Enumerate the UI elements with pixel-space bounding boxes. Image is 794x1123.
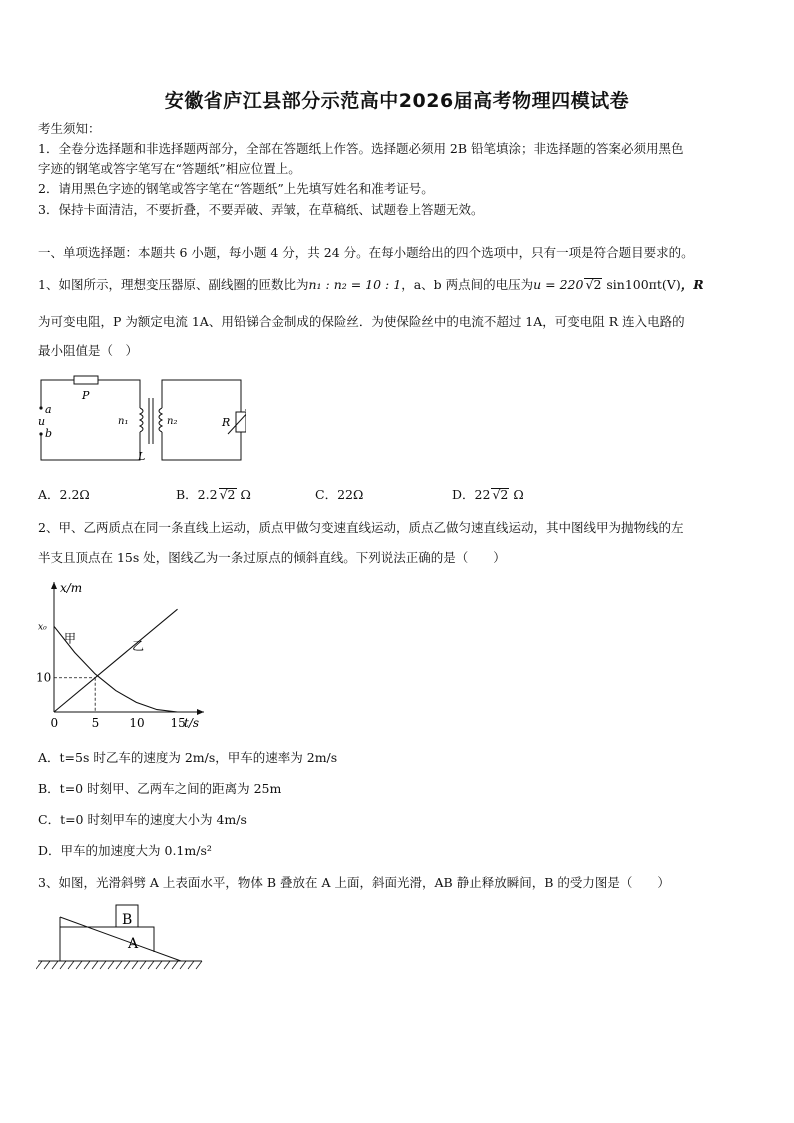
x-axis-arrow	[197, 709, 204, 715]
notice-heading: 考生须知：	[38, 121, 101, 136]
q2-xt-chart	[30, 576, 210, 732]
series-label-jia: 甲	[64, 631, 77, 646]
q1-label-b: b	[45, 427, 53, 440]
ground-hatch-line	[188, 961, 194, 969]
q1-circuit-diagram	[36, 372, 246, 466]
ground-hatch-line	[108, 961, 114, 969]
ground-hatch-line	[140, 961, 146, 969]
y-axis-arrow	[51, 582, 57, 589]
q1-option-b: B．2.2 √2 Ω	[176, 487, 251, 502]
y-tick-label: 10	[36, 670, 52, 685]
notice-3: 3．保持卡面清洁，不要折叠，不要弄破、弄皱，在草稿纸、试题卷上答题无效。	[38, 202, 484, 217]
q1-text-a: 1、如图所示，理想变压器原、副线圈的匝数比为	[38, 277, 309, 292]
q1-voltage-radical: √2	[585, 277, 602, 292]
ground-hatch-line	[156, 961, 162, 969]
q3-wedge-diagram	[36, 903, 206, 973]
ground-hatch-line	[196, 961, 202, 969]
q1-label-P: P	[82, 389, 90, 402]
ground-hatch-line	[148, 961, 154, 969]
q1-voltage-pre: u = 220	[533, 277, 584, 292]
ground-hatch-line	[44, 961, 50, 969]
q1-label-R: R	[222, 416, 231, 429]
notice-1b: 字迹的钢笔或答字笔写在“答题纸”相应位置上。	[38, 161, 301, 176]
ground-hatch-line	[76, 961, 82, 969]
q1-label-L: L	[138, 450, 146, 463]
q3-line1: 3、如图，光滑斜劈 A 上表面水平，物体 B 叠放在 A 上面，斜面光滑，AB 静止释放瞬间，B 的受力图是（ ）	[38, 875, 670, 890]
q1-label-n2: n₂	[167, 416, 178, 427]
series-line-2	[54, 609, 178, 712]
q2-option-d: D．甲车的加速度大为 0.1m/s²	[38, 843, 212, 858]
ground-hatch-line	[92, 961, 98, 969]
q2-line1: 2、甲、乙两质点在同一条直线上运动，质点甲做匀变速直线运动，质点乙做匀速直线运动，其中图线甲为抛物线的左	[38, 520, 684, 535]
ground-hatch-line	[100, 961, 106, 969]
ground-hatch-line	[180, 961, 186, 969]
x-tick-label: 15	[170, 716, 186, 730]
ground-hatch-line	[172, 961, 178, 969]
q1-option-c: C．22Ω	[315, 487, 364, 502]
ground-hatch-line	[164, 961, 170, 969]
section-heading: 一、单项选择题：本题共 6 小题，每小题 4 分，共 24 分。在每小题给出的四个选项中，只有一项是符合题目要求的。	[38, 245, 694, 260]
q1-option-d: D．22 √2 Ω	[452, 487, 524, 502]
ground-hatch-line	[116, 961, 122, 969]
q1-line2: 为可变电阻，P 为额定电流 1A、用铅锑合金制成的保险丝．为使保险丝中的电流不超过 1A，可变电阻 R 连入电路的	[38, 314, 685, 329]
ground-hatch-line	[60, 961, 66, 969]
q1-ratio: n₁ : n₂ = 10 : 1	[308, 277, 402, 292]
q2-option-b: B．t=0 时刻甲、乙两车之间的距离为 25m	[38, 781, 282, 796]
q2-option-c: C．t=0 时刻甲车的速度大小为 4m/s	[38, 812, 247, 827]
q1-voltage-post: sin100πt(V)	[602, 277, 681, 292]
q1-label-n1: n₁	[118, 416, 129, 427]
series-label-yi: 乙	[132, 639, 145, 653]
ground-hatch-line	[84, 961, 90, 969]
ground-hatch-line	[36, 961, 42, 969]
ground-hatch-line	[132, 961, 138, 969]
q3-label-B: B	[122, 912, 133, 928]
q2-line2: 半支且顶点在 15s 处，图线乙为一条过原点的倾斜直线。下列说法正确的是（ ）	[38, 550, 506, 565]
ground-hatch-line	[124, 961, 130, 969]
q1-label-u: u	[38, 415, 46, 428]
notice-1a: 1．全卷分选择题和非选择题两部分，全部在答题纸上作答。选择题必须用 2B 铅笔填涂；非选择题的答案必须用黑色	[38, 141, 684, 156]
q1-label-a: a	[45, 403, 52, 416]
ground-hatch-line	[52, 961, 58, 969]
q1-line3: 最小阻值是（ ）	[38, 343, 139, 358]
x-axis-label: t/s	[184, 716, 200, 730]
q2-option-a: A．t=5s 时乙车的速度为 2m/s，甲车的速率为 2m/s	[38, 750, 338, 765]
q1-text-b: ，a、b 两点间的电压为	[401, 277, 534, 292]
q1-line1	[38, 277, 704, 293]
ground-hatch-line	[68, 961, 74, 969]
y-axis-label: x/m	[60, 581, 83, 595]
x-tick-label: 10	[129, 716, 145, 730]
x-tick-label: 0	[50, 716, 59, 730]
q1-option-a: A．2.2Ω	[38, 487, 90, 502]
y-x0-label: x₀	[38, 622, 47, 633]
page-title: 安徽省庐江县部分示范高中2026届高考物理四模试卷	[164, 90, 630, 112]
q1-text-c: ，R	[680, 277, 704, 292]
q3-label-A: A	[128, 936, 139, 952]
x-tick-label: 5	[91, 716, 100, 730]
notice-2: 2．请用黑色字迹的钢笔或答字笔在“答题纸”上先填写姓名和准考证号。	[38, 181, 434, 196]
